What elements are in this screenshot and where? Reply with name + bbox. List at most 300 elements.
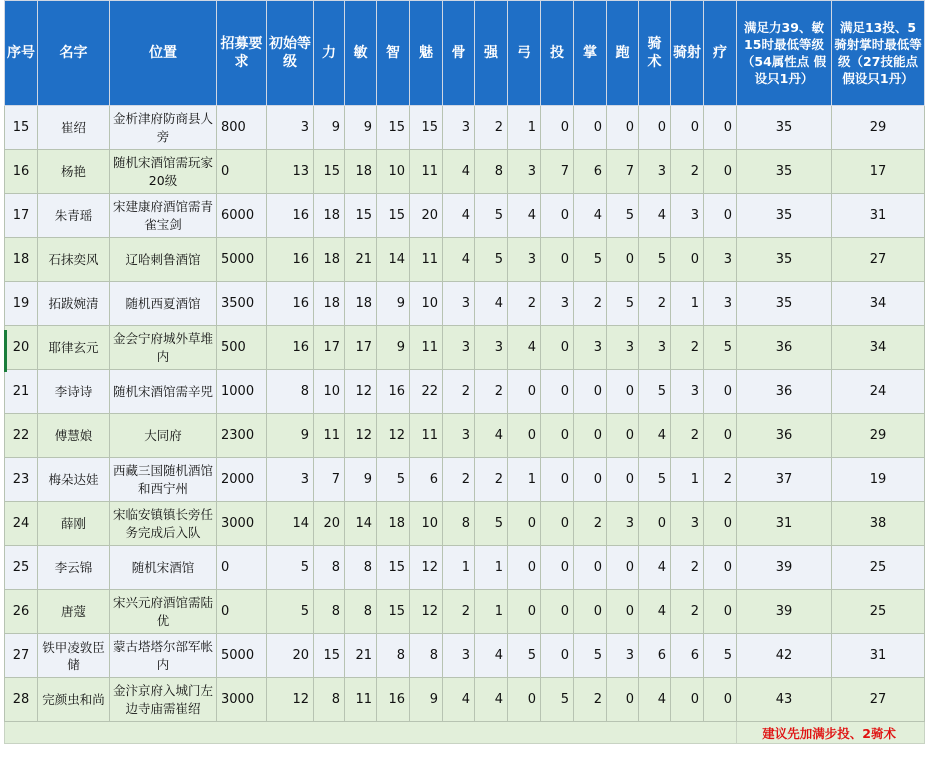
cell-index[interactable]: 20 (5, 326, 38, 370)
cell-stat[interactable]: 2 (671, 150, 704, 194)
column-header-11[interactable]: 弓 (508, 1, 541, 106)
column-header-8[interactable]: 魅 (410, 1, 443, 106)
cell-location[interactable]: 西藏三国随机酒馆和西宁州 (110, 458, 217, 502)
cell-stat[interactable]: 11 (410, 414, 443, 458)
cell-stat[interactable]: 0 (541, 634, 574, 678)
cell-stat[interactable]: 0 (704, 590, 737, 634)
cell-stat[interactable]: 4 (508, 194, 541, 238)
cell-stat[interactable]: 11 (314, 414, 345, 458)
cell-index[interactable]: 27 (5, 634, 38, 678)
cell-index[interactable]: 25 (5, 546, 38, 590)
cell-stat[interactable]: 8 (410, 634, 443, 678)
cell-stat[interactable]: 3 (671, 502, 704, 546)
cell-stat[interactable]: 2 (475, 370, 508, 414)
cell-stat[interactable]: 0 (574, 414, 607, 458)
cell-stat[interactable]: 22 (410, 370, 443, 414)
cell-min-level-skills[interactable]: 25 (832, 546, 925, 590)
cell-index[interactable]: 17 (5, 194, 38, 238)
cell-stat[interactable]: 15 (410, 106, 443, 150)
cell-initial-level[interactable]: 5 (267, 590, 314, 634)
column-header-12[interactable]: 投 (541, 1, 574, 106)
cell-stat[interactable]: 10 (410, 502, 443, 546)
cell-stat[interactable]: 3 (704, 282, 737, 326)
cell-stat[interactable]: 5 (475, 238, 508, 282)
cell-stat[interactable]: 0 (704, 370, 737, 414)
footer-note[interactable]: 建议先加满步投、2骑术 (737, 722, 925, 744)
cell-stat[interactable]: 20 (410, 194, 443, 238)
cell-stat[interactable]: 2 (671, 546, 704, 590)
cell-initial-level[interactable]: 16 (267, 238, 314, 282)
cell-stat[interactable]: 20 (314, 502, 345, 546)
cell-stat[interactable]: 17 (314, 326, 345, 370)
column-header-10[interactable]: 强 (475, 1, 508, 106)
cell-stat[interactable]: 11 (345, 678, 377, 722)
cell-stat[interactable]: 5 (607, 282, 639, 326)
cell-stat[interactable]: 15 (377, 590, 410, 634)
cell-stat[interactable]: 5 (574, 238, 607, 282)
cell-stat[interactable]: 3 (443, 106, 475, 150)
cell-stat[interactable]: 11 (410, 150, 443, 194)
cell-min-level-strength[interactable]: 39 (737, 546, 832, 590)
cell-stat[interactable]: 1 (671, 282, 704, 326)
cell-stat[interactable]: 9 (345, 106, 377, 150)
cell-stat[interactable]: 0 (671, 678, 704, 722)
cell-stat[interactable]: 0 (607, 546, 639, 590)
cell-name[interactable]: 拓跋婉清 (38, 282, 110, 326)
cell-min-level-skills[interactable]: 31 (832, 194, 925, 238)
cell-initial-level[interactable]: 3 (267, 106, 314, 150)
cell-stat[interactable]: 2 (475, 106, 508, 150)
cell-stat[interactable]: 2 (475, 458, 508, 502)
cell-stat[interactable]: 0 (607, 238, 639, 282)
cell-stat[interactable]: 17 (345, 326, 377, 370)
cell-stat[interactable]: 5 (377, 458, 410, 502)
cell-initial-level[interactable]: 16 (267, 326, 314, 370)
cell-location[interactable]: 金汴京府入城门左边寺庙需崔绍 (110, 678, 217, 722)
cell-stat[interactable]: 3 (443, 414, 475, 458)
cell-stat[interactable]: 0 (704, 502, 737, 546)
cell-stat[interactable]: 0 (704, 150, 737, 194)
cell-stat[interactable]: 18 (314, 194, 345, 238)
cell-index[interactable]: 24 (5, 502, 38, 546)
cell-location[interactable]: 蒙古塔塔尔部军帐内 (110, 634, 217, 678)
cell-stat[interactable]: 9 (377, 326, 410, 370)
cell-recruit-requirement[interactable]: 500 (217, 326, 267, 370)
cell-stat[interactable]: 0 (639, 502, 671, 546)
cell-stat[interactable]: 0 (607, 414, 639, 458)
cell-name[interactable]: 朱青瑶 (38, 194, 110, 238)
cell-stat[interactable]: 0 (607, 458, 639, 502)
cell-index[interactable]: 15 (5, 106, 38, 150)
cell-recruit-requirement[interactable]: 3500 (217, 282, 267, 326)
cell-stat[interactable]: 0 (541, 458, 574, 502)
cell-stat[interactable]: 2 (671, 326, 704, 370)
cell-name[interactable]: 杨艳 (38, 150, 110, 194)
cell-min-level-skills[interactable]: 34 (832, 326, 925, 370)
cell-location[interactable]: 随机宋酒馆需玩家20级 (110, 150, 217, 194)
cell-name[interactable]: 李诗诗 (38, 370, 110, 414)
cell-stat[interactable]: 8 (345, 590, 377, 634)
cell-initial-level[interactable]: 16 (267, 194, 314, 238)
cell-stat[interactable]: 0 (704, 106, 737, 150)
cell-initial-level[interactable]: 13 (267, 150, 314, 194)
footer-empty-cells[interactable] (5, 722, 737, 744)
cell-stat[interactable]: 6 (410, 458, 443, 502)
column-header-19[interactable]: 满足13投、5骑射掌时最低等级（27技能点 假设只1丹） (832, 1, 925, 106)
cell-index[interactable]: 28 (5, 678, 38, 722)
cell-recruit-requirement[interactable]: 0 (217, 546, 267, 590)
cell-name[interactable]: 唐蔻 (38, 590, 110, 634)
cell-stat[interactable]: 3 (541, 282, 574, 326)
cell-stat[interactable]: 0 (541, 194, 574, 238)
cell-stat[interactable]: 9 (410, 678, 443, 722)
cell-stat[interactable]: 12 (410, 590, 443, 634)
cell-location[interactable]: 金会宁府城外草堆内 (110, 326, 217, 370)
cell-stat[interactable]: 3 (607, 634, 639, 678)
cell-stat[interactable]: 5 (639, 238, 671, 282)
cell-stat[interactable]: 6 (671, 634, 704, 678)
cell-stat[interactable]: 0 (671, 238, 704, 282)
cell-stat[interactable]: 21 (345, 238, 377, 282)
cell-min-level-skills[interactable]: 29 (832, 414, 925, 458)
cell-stat[interactable]: 0 (704, 414, 737, 458)
cell-name[interactable]: 铁甲凌敦臣储 (38, 634, 110, 678)
cell-stat[interactable]: 8 (475, 150, 508, 194)
cell-min-level-skills[interactable]: 31 (832, 634, 925, 678)
cell-min-level-skills[interactable]: 34 (832, 282, 925, 326)
cell-name[interactable]: 耶律玄元 (38, 326, 110, 370)
cell-stat[interactable]: 6 (639, 634, 671, 678)
cell-stat[interactable]: 9 (377, 282, 410, 326)
cell-recruit-requirement[interactable]: 1000 (217, 370, 267, 414)
cell-initial-level[interactable]: 9 (267, 414, 314, 458)
cell-stat[interactable]: 8 (443, 502, 475, 546)
cell-recruit-requirement[interactable]: 2300 (217, 414, 267, 458)
cell-index[interactable]: 18 (5, 238, 38, 282)
cell-stat[interactable]: 1 (475, 590, 508, 634)
cell-location[interactable]: 宋建康府酒馆需青雀宝剑 (110, 194, 217, 238)
cell-index[interactable]: 23 (5, 458, 38, 502)
cell-min-level-strength[interactable]: 43 (737, 678, 832, 722)
cell-min-level-skills[interactable]: 27 (832, 678, 925, 722)
cell-stat[interactable]: 10 (377, 150, 410, 194)
cell-stat[interactable]: 2 (639, 282, 671, 326)
cell-stat[interactable]: 0 (574, 590, 607, 634)
cell-stat[interactable]: 4 (443, 238, 475, 282)
cell-stat[interactable]: 12 (345, 414, 377, 458)
cell-stat[interactable]: 15 (377, 106, 410, 150)
cell-stat[interactable]: 4 (443, 194, 475, 238)
cell-index[interactable]: 16 (5, 150, 38, 194)
cell-stat[interactable]: 15 (377, 194, 410, 238)
cell-stat[interactable]: 0 (607, 590, 639, 634)
column-header-15[interactable]: 骑术 (639, 1, 671, 106)
cell-stat[interactable]: 8 (314, 590, 345, 634)
cell-stat[interactable]: 12 (377, 414, 410, 458)
cell-name[interactable]: 完颜虫和尚 (38, 678, 110, 722)
column-header-14[interactable]: 跑 (607, 1, 639, 106)
cell-stat[interactable]: 0 (639, 106, 671, 150)
column-header-7[interactable]: 智 (377, 1, 410, 106)
cell-stat[interactable]: 3 (574, 326, 607, 370)
cell-name[interactable]: 李云锦 (38, 546, 110, 590)
cell-stat[interactable]: 16 (377, 678, 410, 722)
cell-min-level-skills[interactable]: 27 (832, 238, 925, 282)
cell-stat[interactable]: 0 (541, 546, 574, 590)
cell-stat[interactable]: 5 (475, 194, 508, 238)
cell-stat[interactable]: 3 (508, 238, 541, 282)
cell-stat[interactable]: 0 (607, 370, 639, 414)
cell-stat[interactable]: 5 (607, 194, 639, 238)
cell-recruit-requirement[interactable]: 5000 (217, 634, 267, 678)
cell-min-level-strength[interactable]: 35 (737, 238, 832, 282)
cell-stat[interactable]: 7 (314, 458, 345, 502)
cell-stat[interactable]: 0 (607, 106, 639, 150)
cell-stat[interactable]: 0 (541, 370, 574, 414)
cell-min-level-skills[interactable]: 17 (832, 150, 925, 194)
cell-min-level-strength[interactable]: 37 (737, 458, 832, 502)
cell-stat[interactable]: 3 (671, 194, 704, 238)
cell-stat[interactable]: 21 (345, 634, 377, 678)
cell-name[interactable]: 薛刚 (38, 502, 110, 546)
column-header-5[interactable]: 力 (314, 1, 345, 106)
cell-stat[interactable]: 4 (639, 678, 671, 722)
cell-name[interactable]: 石抹奕风 (38, 238, 110, 282)
cell-stat[interactable]: 2 (574, 282, 607, 326)
column-header-2[interactable]: 位置 (110, 1, 217, 106)
column-header-16[interactable]: 骑射 (671, 1, 704, 106)
cell-stat[interactable]: 15 (314, 634, 345, 678)
cell-stat[interactable]: 1 (475, 546, 508, 590)
column-header-17[interactable]: 疗 (704, 1, 737, 106)
cell-stat[interactable]: 0 (541, 326, 574, 370)
cell-location[interactable]: 宋兴元府酒馆需陆优 (110, 590, 217, 634)
cell-recruit-requirement[interactable]: 0 (217, 150, 267, 194)
column-header-13[interactable]: 掌 (574, 1, 607, 106)
cell-stat[interactable]: 0 (574, 458, 607, 502)
cell-stat[interactable]: 3 (443, 326, 475, 370)
cell-stat[interactable]: 0 (508, 414, 541, 458)
cell-stat[interactable]: 0 (508, 370, 541, 414)
cell-stat[interactable]: 1 (508, 106, 541, 150)
cell-location[interactable]: 随机西夏酒馆 (110, 282, 217, 326)
cell-min-level-strength[interactable]: 42 (737, 634, 832, 678)
cell-min-level-strength[interactable]: 31 (737, 502, 832, 546)
cell-stat[interactable]: 0 (508, 546, 541, 590)
cell-stat[interactable]: 5 (541, 678, 574, 722)
cell-stat[interactable]: 0 (541, 590, 574, 634)
cell-location[interactable]: 大同府 (110, 414, 217, 458)
cell-initial-level[interactable]: 12 (267, 678, 314, 722)
cell-stat[interactable]: 3 (443, 282, 475, 326)
cell-stat[interactable]: 18 (377, 502, 410, 546)
cell-stat[interactable]: 5 (639, 370, 671, 414)
cell-initial-level[interactable]: 16 (267, 282, 314, 326)
cell-min-level-skills[interactable]: 24 (832, 370, 925, 414)
cell-min-level-strength[interactable]: 35 (737, 106, 832, 150)
cell-stat[interactable]: 9 (314, 106, 345, 150)
column-header-6[interactable]: 敏 (345, 1, 377, 106)
cell-min-level-skills[interactable]: 19 (832, 458, 925, 502)
cell-initial-level[interactable]: 5 (267, 546, 314, 590)
cell-stat[interactable]: 6 (574, 150, 607, 194)
cell-stat[interactable]: 2 (443, 370, 475, 414)
cell-stat[interactable]: 5 (639, 458, 671, 502)
cell-stat[interactable]: 0 (508, 502, 541, 546)
cell-stat[interactable]: 8 (314, 678, 345, 722)
cell-stat[interactable]: 18 (345, 150, 377, 194)
cell-min-level-skills[interactable]: 38 (832, 502, 925, 546)
cell-location[interactable]: 宋临安镇镇长旁任务完成后入队 (110, 502, 217, 546)
cell-stat[interactable]: 0 (508, 590, 541, 634)
cell-stat[interactable]: 0 (704, 546, 737, 590)
cell-stat[interactable]: 4 (639, 194, 671, 238)
column-header-9[interactable]: 骨 (443, 1, 475, 106)
cell-stat[interactable]: 1 (443, 546, 475, 590)
cell-stat[interactable]: 0 (704, 194, 737, 238)
cell-stat[interactable]: 0 (704, 678, 737, 722)
cell-stat[interactable]: 4 (475, 282, 508, 326)
cell-stat[interactable]: 5 (475, 502, 508, 546)
cell-stat[interactable]: 11 (410, 238, 443, 282)
cell-stat[interactable]: 4 (639, 590, 671, 634)
cell-initial-level[interactable]: 20 (267, 634, 314, 678)
cell-stat[interactable]: 4 (475, 678, 508, 722)
cell-stat[interactable]: 0 (541, 106, 574, 150)
cell-recruit-requirement[interactable]: 5000 (217, 238, 267, 282)
cell-stat[interactable]: 18 (345, 282, 377, 326)
cell-stat[interactable]: 15 (377, 546, 410, 590)
cell-recruit-requirement[interactable]: 2000 (217, 458, 267, 502)
cell-stat[interactable]: 9 (345, 458, 377, 502)
cell-stat[interactable]: 8 (377, 634, 410, 678)
cell-index[interactable]: 26 (5, 590, 38, 634)
cell-location[interactable]: 金析津府防商县人旁 (110, 106, 217, 150)
cell-stat[interactable]: 18 (314, 282, 345, 326)
cell-stat[interactable]: 3 (607, 326, 639, 370)
cell-recruit-requirement[interactable]: 3000 (217, 502, 267, 546)
cell-stat[interactable]: 4 (443, 678, 475, 722)
cell-min-level-strength[interactable]: 36 (737, 414, 832, 458)
cell-min-level-strength[interactable]: 35 (737, 282, 832, 326)
cell-stat[interactable]: 3 (639, 150, 671, 194)
cell-stat[interactable]: 16 (377, 370, 410, 414)
cell-stat[interactable]: 0 (574, 546, 607, 590)
cell-stat[interactable]: 0 (607, 678, 639, 722)
cell-location[interactable]: 随机宋酒馆 (110, 546, 217, 590)
cell-stat[interactable]: 3 (443, 634, 475, 678)
cell-stat[interactable]: 2 (508, 282, 541, 326)
cell-index[interactable]: 21 (5, 370, 38, 414)
column-header-0[interactable]: 序号 (5, 1, 38, 106)
cell-initial-level[interactable]: 8 (267, 370, 314, 414)
cell-min-level-skills[interactable]: 25 (832, 590, 925, 634)
cell-stat[interactable]: 14 (377, 238, 410, 282)
cell-min-level-strength[interactable]: 36 (737, 370, 832, 414)
cell-stat[interactable]: 10 (314, 370, 345, 414)
cell-stat[interactable]: 4 (639, 414, 671, 458)
cell-stat[interactable]: 8 (345, 546, 377, 590)
cell-location[interactable]: 辽哈刺鲁酒馆 (110, 238, 217, 282)
cell-stat[interactable]: 4 (475, 634, 508, 678)
cell-stat[interactable]: 2 (443, 458, 475, 502)
cell-location[interactable]: 随机宋酒馆需辛兕 (110, 370, 217, 414)
cell-stat[interactable]: 5 (508, 634, 541, 678)
cell-stat[interactable]: 1 (508, 458, 541, 502)
cell-min-level-strength[interactable]: 36 (737, 326, 832, 370)
cell-stat[interactable]: 8 (314, 546, 345, 590)
cell-min-level-skills[interactable]: 29 (832, 106, 925, 150)
cell-stat[interactable]: 14 (345, 502, 377, 546)
cell-stat[interactable]: 12 (410, 546, 443, 590)
cell-name[interactable]: 傅慧娘 (38, 414, 110, 458)
cell-initial-level[interactable]: 3 (267, 458, 314, 502)
cell-stat[interactable]: 5 (574, 634, 607, 678)
cell-stat[interactable]: 4 (639, 546, 671, 590)
cell-index[interactable]: 19 (5, 282, 38, 326)
cell-recruit-requirement[interactable]: 0 (217, 590, 267, 634)
cell-stat[interactable]: 4 (508, 326, 541, 370)
cell-stat[interactable]: 10 (410, 282, 443, 326)
cell-stat[interactable]: 18 (314, 238, 345, 282)
cell-name[interactable]: 崔绍 (38, 106, 110, 150)
column-header-18[interactable]: 满足力39、敏15时最低等级（54属性点 假设只1丹） (737, 1, 832, 106)
cell-stat[interactable]: 1 (671, 458, 704, 502)
cell-stat[interactable]: 2 (443, 590, 475, 634)
column-header-4[interactable]: 初始等级 (267, 1, 314, 106)
cell-stat[interactable]: 4 (443, 150, 475, 194)
cell-stat[interactable]: 11 (410, 326, 443, 370)
column-header-1[interactable]: 名字 (38, 1, 110, 106)
cell-stat[interactable]: 2 (671, 590, 704, 634)
cell-stat[interactable]: 15 (345, 194, 377, 238)
cell-stat[interactable]: 3 (475, 326, 508, 370)
cell-stat[interactable]: 0 (541, 502, 574, 546)
cell-stat[interactable]: 0 (671, 106, 704, 150)
cell-recruit-requirement[interactable]: 6000 (217, 194, 267, 238)
cell-stat[interactable]: 3 (704, 238, 737, 282)
column-header-3[interactable]: 招募要求 (217, 1, 267, 106)
cell-stat[interactable]: 3 (639, 326, 671, 370)
cell-min-level-strength[interactable]: 39 (737, 590, 832, 634)
cell-stat[interactable]: 0 (541, 414, 574, 458)
cell-stat[interactable]: 0 (574, 106, 607, 150)
cell-recruit-requirement[interactable]: 800 (217, 106, 267, 150)
cell-stat[interactable]: 2 (574, 502, 607, 546)
cell-stat[interactable]: 3 (508, 150, 541, 194)
cell-stat[interactable]: 4 (475, 414, 508, 458)
cell-stat[interactable]: 2 (704, 458, 737, 502)
cell-stat[interactable]: 4 (574, 194, 607, 238)
cell-stat[interactable]: 3 (607, 502, 639, 546)
cell-stat[interactable]: 2 (574, 678, 607, 722)
cell-recruit-requirement[interactable]: 3000 (217, 678, 267, 722)
cell-stat[interactable]: 0 (574, 370, 607, 414)
cell-stat[interactable]: 5 (704, 326, 737, 370)
cell-stat[interactable]: 0 (541, 238, 574, 282)
cell-index[interactable]: 22 (5, 414, 38, 458)
cell-stat[interactable]: 12 (345, 370, 377, 414)
cell-stat[interactable]: 3 (671, 370, 704, 414)
cell-stat[interactable]: 7 (541, 150, 574, 194)
cell-stat[interactable]: 5 (704, 634, 737, 678)
cell-min-level-strength[interactable]: 35 (737, 194, 832, 238)
cell-min-level-strength[interactable]: 35 (737, 150, 832, 194)
cell-name[interactable]: 梅朵达娃 (38, 458, 110, 502)
cell-stat[interactable]: 0 (508, 678, 541, 722)
cell-initial-level[interactable]: 14 (267, 502, 314, 546)
cell-stat[interactable]: 15 (314, 150, 345, 194)
